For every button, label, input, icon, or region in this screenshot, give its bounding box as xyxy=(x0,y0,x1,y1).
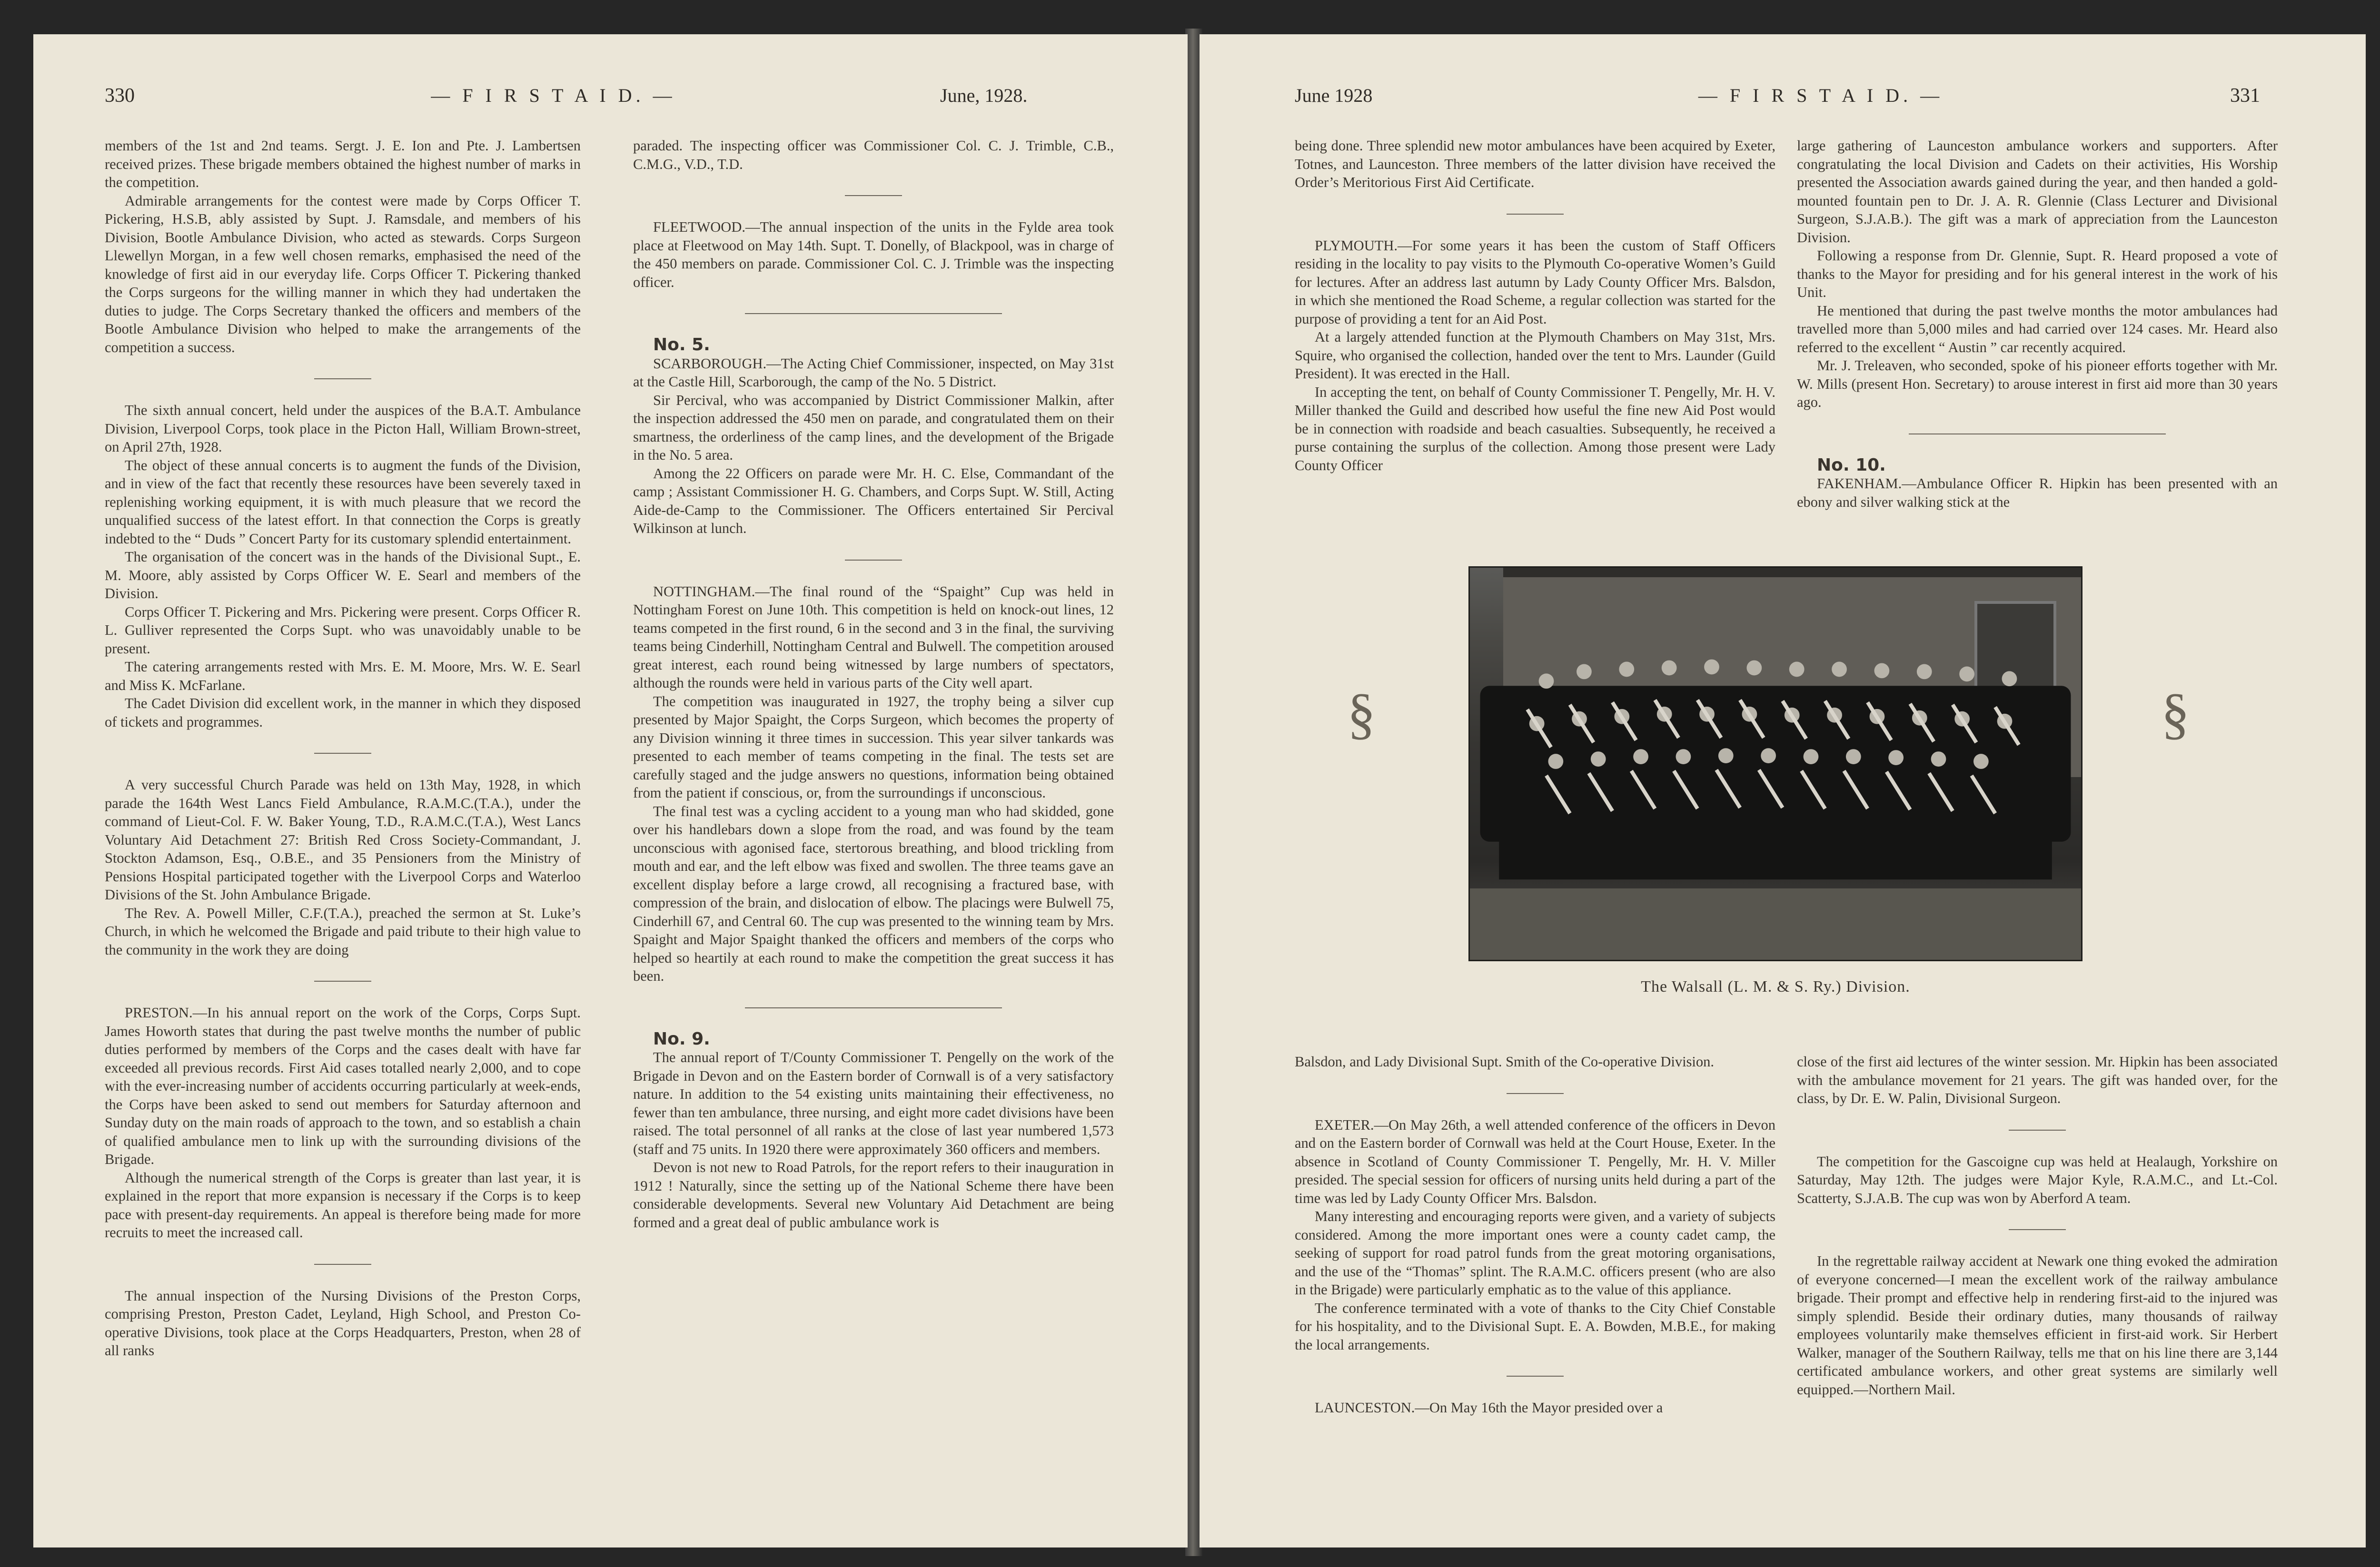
section-divider xyxy=(745,1007,1002,1008)
running-title: — F I R S T A I D. — xyxy=(1698,85,1944,106)
right-column-1-lower xyxy=(1295,1053,1775,1417)
paragraph: Sir Percival, who was accompanied by District Commissioner Malkin, after the inspection addressed the 450 men on parade, and congratulated them on their smartness, the orderliness of the camp lines, and the development of the Brigade in the No. 5 area. xyxy=(633,392,1114,463)
paragraph: SCARBOROUGH.—The Acting Chief Commissioner, inspected, on May 31st at the Castle Hill, Scarborough, the camp of the No. 5 District. xyxy=(633,355,1114,390)
paragraph: Although the numerical strength of the Corps is greater than last year, it is explained in the report that more expansion is necessary if the Corps is to keep pace with present-day requirements. An appeal is therefore being made for more recruits to meet the increased call. xyxy=(105,1169,581,1241)
section-divider xyxy=(314,981,371,982)
right-page-header xyxy=(1200,84,2366,137)
running-title: — F I R S T A I D. — xyxy=(431,85,676,106)
section-divider xyxy=(314,1264,371,1265)
paragraph: A very successful Church Parade was held on 13th May, 1928, in which parade the 164th West Lancs Field Ambulance, R.A.M.C.(T.A.), under the command of Lieut-Col. F. W. Baker Young, T.D., R.A.M.C.(T.A.), West Lancs Voluntary Aid Detachment 27: British Red Cross Society-Commandant, J. Stockton Adamson, Esq., O.B.E., and 35 Pensioners from the Ministry of Pensions Hospital participated together with the Liverpool Corps and Waterloo Divisions of the St. John Ambulance Brigade. xyxy=(105,777,581,903)
paragraph: EXETER.—On May 26th, a well attended conference of the officers in Devon and on the Eastern border of Cornwall was held at the Court House, Exeter. In the absence in Scotland of County Commissioner T. Pengelly, Mr. H. V. Miller presided. The special session for officers of nursing units held during a part of the time was led by Lady County Officer Mrs. Balsdon. xyxy=(1295,1116,1775,1206)
section-divider xyxy=(1507,1093,1564,1094)
section-divider xyxy=(314,753,371,754)
paragraph: Admirable arrangements for the contest were made by Corps Officer T. Pickering, H.S.B, ably assisted by Supt. J. Ramsdale, and members of his Division, Bootle Ambulance Division, who acted as stewards. Corps Surgeon Llewellyn Morgan, in a few well chosen remarks, emphasised the need of the knowledge of first aid in our everyday life. Corps Officer T. Pickering thanked the Corps surgeons for the willing manner in which they had undertaken the duties to judge. The Corps Secretary thanked the officers and members of the Bootle Ambulance Division who helped to make the arrangements of the competition a success. xyxy=(105,192,581,355)
section-divider xyxy=(1507,214,1564,215)
left-page xyxy=(33,34,1188,1547)
section-divider xyxy=(2009,1130,2066,1131)
section-divider xyxy=(745,313,1002,314)
paragraph: members of the 1st and 2nd teams. Sergt. J. E. Ion and Pte. J. Lambertsen received prizes. These brigade members obtained the highest number of marks in the competition. xyxy=(105,138,581,190)
paragraph: The Cadet Division did excellent work, in the manner in which they disposed of tickets and programmes. xyxy=(105,695,581,730)
paragraph: At a largely attended function at the Plymouth Chambers on May 31st, Mrs. Squire, who organised the collection, handed over the tent to Mrs. Launder (Guild President). It was erected in the Hall. xyxy=(1295,329,1775,382)
paragraph: The conference terminated with a vote of thanks to the City Chief Constable for his hospitality, and to the Divisional Supt. E. A. Bowden, M.B.E., for making the local arrangements. xyxy=(1295,1300,1775,1353)
page-date: June, 1928. xyxy=(940,85,1028,106)
uniformed-group-figures xyxy=(1470,568,2081,960)
paragraph: The catering arrangements rested with Mrs. E. M. Moore, Mrs. W. E. Searl and Miss K. McFarlane. xyxy=(105,659,581,693)
right-scroll-ornament: § xyxy=(2161,682,2190,745)
paragraph: PRESTON.—In his annual report on the work of the Corps, Corps Supt. James Howorth states that during the past twelve months the number of public duties performed by members of the Corps and the cases dealt with have far exceeded all previous records. First Aid cases totalled nearly 2,000, and to cope with the ever-increasing number of accidents occurring particularly at week-ends, the Corps have been asked to send out members for Saturday afternoon and Sunday duty on the main roads of approach to the town, and so establish a chain of qualified ambulance men to link up with the surrounding divisions of the Brigade. xyxy=(105,1005,581,1167)
paragraph: Balsdon, and Lady Divisional Supt. Smith of the Co-operative Division. xyxy=(1295,1054,1715,1070)
paragraph: The object of these annual concerts is to augment the funds of the Division, and in view of the fact that recently these resources have been severely taxed in replenishing working equipment, it is with much pleasure that we record the unqualified success of the latest effort. In that connection the Corps is greatly indebted to the “ Duds ” Concert Party for its customary splendid entertainment. xyxy=(105,457,581,547)
section-heading: No. 9. xyxy=(653,1029,710,1049)
section-divider xyxy=(845,560,902,561)
paragraph: close of the first aid lectures of the winter session. Mr. Hipkin has been associated with the ambulance movement for 21 years. The gift was handed over, for the class, by Dr. E. W. Palin, Divisional Surgeon. xyxy=(1797,1054,2278,1106)
paragraph: paraded. The inspecting officer was Commissioner Col. C. J. Trimble, C.B., C.M.G., V.D., T.D. xyxy=(633,138,1114,172)
section-heading: No. 5. xyxy=(653,335,710,355)
paragraph: The sixth annual concert, held under the auspices of the B.A.T. Ambulance Division, Liverpool Corps, took place in the Picton Hall, William Brown-street, on April 27th, 1928. xyxy=(105,402,581,455)
page-number: 331 xyxy=(2230,85,2260,107)
left-column-2 xyxy=(633,137,1114,1232)
paragraph: The organisation of the concert was in the hands of the Divisional Supt., E. M. Moore, ably assisted by Corps Officer W. E. Searl and members of the Division. xyxy=(105,549,581,601)
section-divider xyxy=(1507,1376,1564,1377)
paragraph: The Rev. A. Powell Miller, C.F.(T.A.), preached the sermon at St. Luke’s Church, in which he welcomed the Brigade and paid tribute to their high value to the community in the work they are doing xyxy=(105,905,581,958)
section-heading: No. 10. xyxy=(1817,455,1886,475)
paragraph: The final test was a cycling accident to a young man who had skidded, gone over his handlebars down a slope from the road, and was found by the team unconscious with agonised face, stertorous breathing, and blood trickling from mouth and ear, and the left elbow was fixed and swollen. The three teams gave an excellent display before a large crowd, all recognising a fractured base, with compression of the brain, and dislocation of elbow. The placings were Bulwell 75, Cinderhill 67, and Central 60. The cup was presented to the winning team by Mrs. Spaight and Major Spaight thanked the officers and members of the corps who helped so heartily at each round to make the competition the great success it has been. xyxy=(633,803,1114,984)
paragraph: The competition was inaugurated in 1927, the trophy being a silver cup presented by Major Spaight, the Corps Surgeon, which becomes the property of any Division winning it three times in succession. This year silver tankards was presented to each member of teams competing in the final. The tests set are carefully staged and the judge answers no questions, information being obtained from the patient if conscious, or, from the surroundings if unconscious. xyxy=(633,693,1114,801)
photo-caption: The Walsall (L. M. & S. Ry.) Division. xyxy=(1641,978,1910,995)
left-scroll-ornament: § xyxy=(1347,682,1376,745)
section-divider xyxy=(314,378,371,379)
page-number: 330 xyxy=(105,85,135,107)
paragraph: being done. Three splendid new motor ambulances have been acquired by Exeter, Totnes, and Launceston. Three members of the latter division have received the Order’s Meritorious First Aid Certificate. xyxy=(1295,138,1775,190)
paragraph: The annual inspection of the Nursing Divisions of the Preston Corps, comprising Preston, Preston Cadet, Leyland, High School, and Preston Co-operative Divisions, took place at the Corps Headquarters, Preston, when 28 of all ranks xyxy=(105,1287,581,1359)
page-date: June 1928 xyxy=(1295,85,1373,106)
right-column-1 xyxy=(1295,137,1775,474)
paragraph: In accepting the tent, on behalf of County Commissioner T. Pengelly, Mr. H. V. Miller thanked the Guild and described how useful the fine new Aid Post would be in connection with roadside and beach casualties. Subsequently, he received a purse containing the surplus of the collection. Among those present were Lady County Officer xyxy=(1295,384,1775,473)
paragraph: Among the 22 Officers on parade were Mr. H. C. Else, Commandant of the camp ; Assistant Commissioner H. G. Chambers, and Corps Supt. W. Still, Acting Aide-de-Camp to the Commissioner. The Officers entertained Sir Percival Wilkinson at lunch. xyxy=(633,465,1114,536)
paragraph: LAUNCESTON.—On May 16th the Mayor presided over a xyxy=(1315,1399,1663,1416)
left-column-1 xyxy=(105,137,581,1360)
paragraph: FLEETWOOD.—The annual inspection of the units in the Fylde area took place at Fleetwood on May 14th. Supt. T. Donelly, of Blackpool, was in charge of the 450 members on parade. Commissioner Col. C. J. Trimble was the inspecting officer. xyxy=(633,219,1114,290)
paragraph: In the regrettable railway accident at Newark one thing evoked the admiration of everyone concerned—I mean the excellent work of the railway ambulance brigade. Their prompt and effective help in rendering first-aid to the injured was simply splendid. Beside their ordinary duties, many thousands of railway employees voluntarily make themselves efficient in first-aid work. Sir Herbert Walker, manager of the Southern Railway, tells me that on his line there are 3,144 certificated ambulance workers, and other great systems are similarly well equipped.—Northern Mail. xyxy=(1797,1253,2278,1398)
left-page-header xyxy=(33,84,1188,137)
paragraph: PLYMOUTH.—For some years it has been the custom of Staff Officers residing in the locality to pay visits to the Plymouth Co-operative Women’s Guild for lectures. After an address last autumn by Lady County Officer Mrs. Balsdon, in which she mentioned the Road Scheme, a regular collection was started for the purpose of providing a tent for an Aid Post. xyxy=(1295,237,1775,327)
section-divider xyxy=(845,195,902,196)
paragraph: large gathering of Launceston ambulance workers and supporters. After congratulating the local Division and Cadets on their activities, His Worship presented the Association awards gained during the year, and then handed a gold-mounted fountain pen to Dr. J. A. R. Glennie (Class Lecturer and Divisional Surgeon, S.J.A.B.). The gift was a mark of appreciation from the Launceston Division. xyxy=(1797,138,2278,246)
right-column-2-lower xyxy=(1797,1053,2278,1399)
paragraph: Following a response from Dr. Glennie, Supt. R. Heard proposed a vote of thanks to the Mayor for presiding and for his general interest in the work of his Unit. xyxy=(1797,247,2278,300)
section-divider xyxy=(2009,1229,2066,1230)
paragraph: Devon is not new to Road Patrols, for the report refers to their inauguration in 1912 ! Naturally, since the setting up of the National Scheme there have been considerable developments. Several new Voluntary Aid Detachment are being formed and a great deal of public ambulance work is xyxy=(633,1159,1114,1231)
paragraph: Corps Officer T. Pickering and Mrs. Pickering were present. Corps Officer R. L. Gulliver represented the Corps Supt. who was unavoidably unable to be present. xyxy=(105,603,581,657)
paragraph: The annual report of T/County Commissioner T. Pengelly on the work of the Brigade in Devon and on the Eastern border of Cornwall is of a very satisfactory nature. In addition to the 54 existing units maintaining their effectiveness, no fewer than ten ambulance, three nursing, and eight more cadet divisions have been raised. The total personnel of all ranks at the close of last year numbered 1,573 (staff and 75 units. In 1920 there were approximately 360 officers and members. xyxy=(633,1049,1114,1157)
group-photograph xyxy=(1468,566,2082,961)
paragraph: FAKENHAM.—Ambulance Officer R. Hipkin has been presented with an ebony and silver walking stick at the xyxy=(1797,475,2278,510)
paragraph: He mentioned that during the past twelve months the motor ambulances had travelled more than 5,000 miles and had carried over 124 cases. Mr. Heard also referred to the excellent “ Austin ” car recently acquired. xyxy=(1797,302,2278,355)
paragraph: Many interesting and encouraging reports were given, and a variety of subjects considered. Among the more important ones were a county cadet camp, the seeking of support for road patrol funds from the great motoring organisations, and the use of the “Thomas” splint. The R.A.M.C. officers present (who are also in the Brigade) were particularly emphatic as to the value of this appliance. xyxy=(1295,1208,1775,1298)
paragraph: The competition for the Gascoigne cup was held at Healaugh, Yorkshire on Saturday, May 12th. The judges were Major Kyle, R.A.M.C., and Lt.-Col. Scatterty, S.J.A.B. The cup was won by Aberford A team. xyxy=(1797,1153,2278,1206)
right-column-2 xyxy=(1797,137,2278,511)
paragraph: Mr. J. Treleaven, who seconded, spoke of his pioneer efforts together with Mr. W. Mills (present Hon. Secretary) to arouse interest in first aid more than 30 years ago. xyxy=(1797,357,2278,410)
paragraph: NOTTINGHAM.—The final round of the “Spaight” Cup was held in Nottingham Forest on June 10th. This competition is held on knock-out lines, 12 teams competed in the first round, 6 in the second and 3 in the final, the surviving teams being Cinderhill, Nottingham Central and Bulwell. The competition aroused great interest, each round being witnessed by large numbers of spectators, although the rounds were held in various parts of the City well apart. xyxy=(633,583,1114,691)
